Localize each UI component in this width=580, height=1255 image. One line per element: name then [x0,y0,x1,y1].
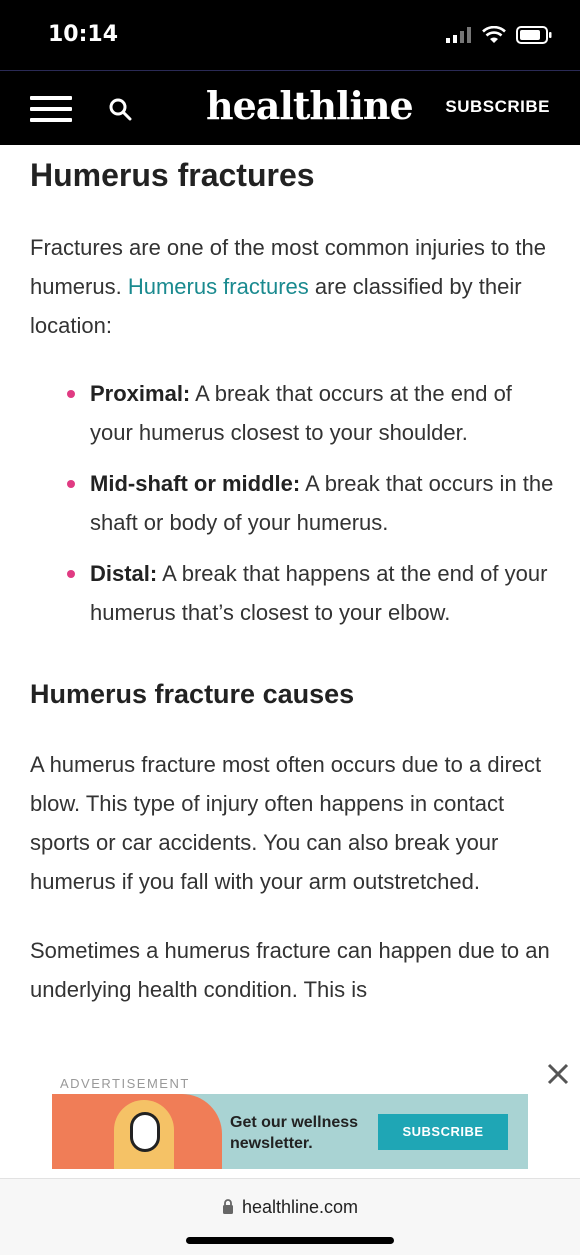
url-text: healthline.com [241,1197,359,1217]
status-icons [446,26,552,49]
bullet-text: A break that occurs in the shaft or body of your humerus. [90,471,554,535]
subscribe-link[interactable]: SUBSCRIBE [445,97,550,116]
bullet-dot [67,480,75,488]
close-icon[interactable] [544,1060,572,1088]
bullet-term: Proximal: [90,381,191,406]
fracture-types-list [30,374,555,632]
ad-text-line1: Get our wellness [230,1114,359,1131]
search-icon[interactable] [108,97,132,126]
list-item [30,464,555,542]
ad-text [230,1112,358,1154]
bullet-dot [67,390,75,398]
signal-icon [446,27,472,48]
causes-paragraph: A humerus fracture most often occurs due to a direct blow. This type of injury often happens in contact sports or car accidents. You can also break your humerus if you fall with your arm outstretched. [30,752,542,894]
ad-subscribe-button[interactable]: SUBSCRIBE [378,1114,508,1150]
bullet-text: A break that occurs at the end of your humerus closest to your shoulder. [90,381,512,445]
site-header [0,70,580,145]
menu-icon[interactable] [30,96,72,122]
bullet-term: Distal: [90,561,158,586]
status-bar [0,0,580,70]
article-content [30,145,555,1009]
wifi-icon [482,26,506,49]
humerus-fractures-link[interactable]: Humerus fractures [127,274,309,299]
bullet-dot [67,570,75,578]
home-indicator[interactable] [186,1237,394,1244]
bullet-text: A break that happens at the end of your humerus that’s closest to your elbow. [90,561,548,625]
advertisement-label: ADVERTISEMENT [60,1076,190,1091]
intro-text-end: are classified by their location: [30,274,522,338]
newsletter-ad-banner[interactable] [52,1094,528,1169]
status-time: 10:14 [48,22,119,47]
list-item [30,554,555,632]
browser-address-bar[interactable] [0,1178,580,1255]
battery-icon [516,26,552,49]
intro-text-start: Fractures are one of the most common injuries to the humerus. [30,235,547,299]
intro-paragraph [30,228,555,345]
site-logo[interactable]: healthline [206,83,413,128]
url-display[interactable] [0,1197,580,1219]
bullet-term: Mid-shaft or middle: [90,471,301,496]
lock-icon [222,1198,234,1219]
health-condition-paragraph: Sometimes a humerus fracture can happen due to an underlying health condition. This is [30,938,550,1002]
section-heading-fractures: Humerus fractures [30,157,315,193]
ad-text-line2: newsletter. [230,1135,313,1152]
section-heading-causes: Humerus fracture causes [30,679,355,709]
ad-illustration-face [130,1112,160,1152]
list-item [30,374,555,452]
